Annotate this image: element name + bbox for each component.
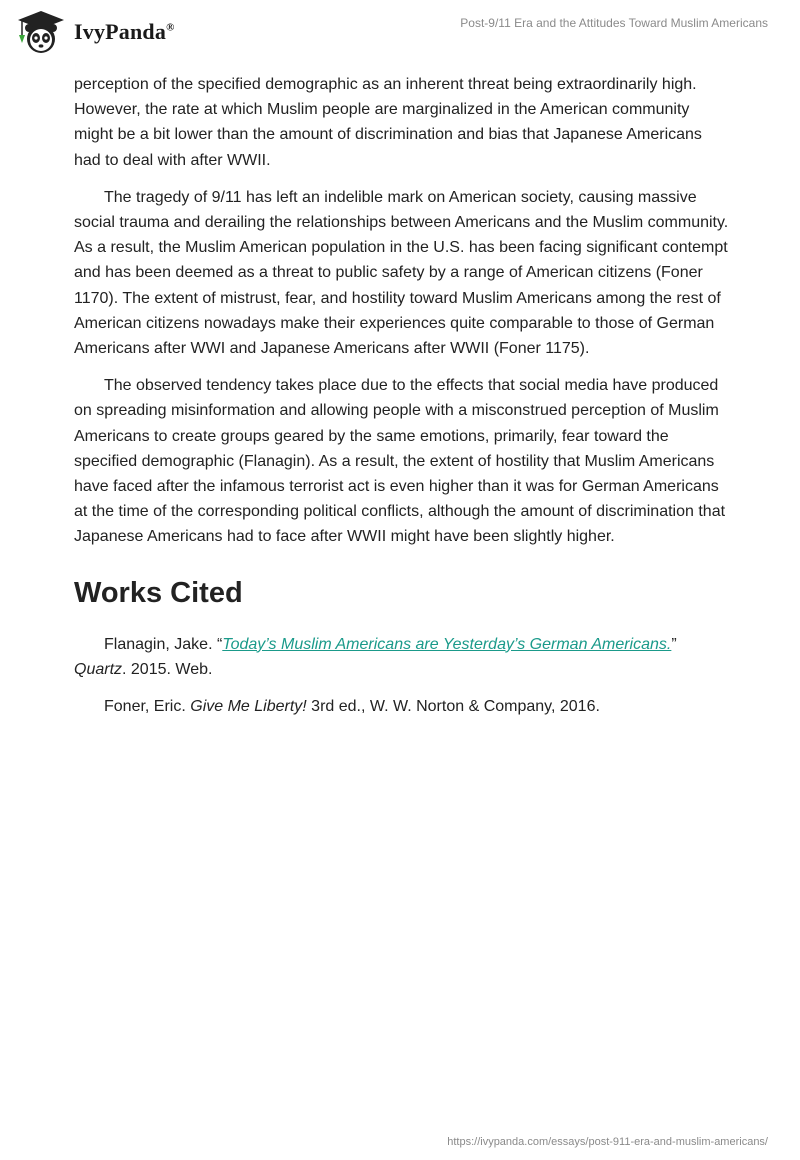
page-url[interactable]: https://ivypanda.com/essays/post-911-era-and-muslim-americans/ bbox=[447, 1136, 768, 1148]
document-title: Post-9/11 Era and the Attitudes Toward Muslim Americans bbox=[460, 16, 768, 30]
citation-text: 3rd ed., W. W. Norton & Company, 2016. bbox=[306, 698, 600, 716]
citation-text: ” bbox=[671, 635, 677, 653]
paragraph: perception of the specified demographic as an inherent threat being extraordinarily high. However, the rate at which Muslim people are marginalized in the American community might be a bit lower than the amount of discrimination and bias that Japanese Americans had to deal with after WWII. bbox=[74, 76, 702, 169]
citation-author: Flanagin, Jake. “ bbox=[104, 635, 223, 653]
citation-foner bbox=[74, 694, 730, 719]
citation-link[interactable]: Today’s Muslim Americans are Yesterday’s German Americans. bbox=[222, 635, 672, 653]
paragraph: The observed tendency takes place due to the effects that social media have produced on spreading misinformation and allowing people with a misconstrued perception of Muslim Americans to create groups geared by the same emotions, primarily, fear toward the specified demographic (Flanagin). As a result, the extent of hostility that Muslim Americans have faced after the infamous terrorist act is even higher than it was for German Americans at the time of the corresponding political conflicts, although the amount of discrimination that Japanese Americans had to face after WWII might have been slightly higher. bbox=[74, 377, 726, 546]
works-cited-heading: Works Cited bbox=[74, 576, 243, 609]
citation-source: Quartz bbox=[74, 660, 123, 678]
citation-text: . 2015. Web. bbox=[122, 660, 213, 678]
citation-author: Foner, Eric. bbox=[104, 698, 191, 716]
citation-flanagin bbox=[74, 632, 730, 682]
citation-title: Give Me Liberty! bbox=[190, 698, 307, 716]
paragraph: The tragedy of 9/11 has left an indelible mark on American society, causing massive social trauma and derailing the relationships between Americans and the Muslim community. As a result, the Muslim American population in the U.S. has been facing significant contempt and has been deemed as a threat to public safety by a range of American citizens (Foner 1170). The extent of mistrust, fear, and hostility toward Muslim Americans among the rest of American citizens nowadays make their experiences quite comparable to those of German Americans after WWI and Japanese Americans after WWII (Foner 1175). bbox=[74, 188, 729, 358]
panda-graduate-icon bbox=[14, 9, 68, 55]
brand-name: IvyPanda® bbox=[74, 19, 175, 44]
essay-content bbox=[74, 72, 730, 731]
ivypanda-logo[interactable] bbox=[14, 10, 175, 54]
page-header bbox=[0, 0, 800, 70]
